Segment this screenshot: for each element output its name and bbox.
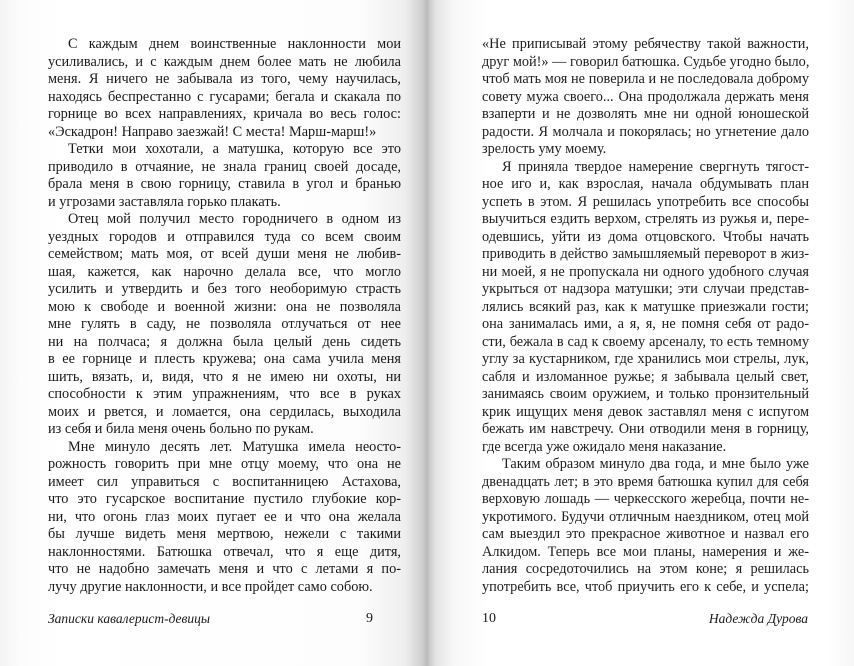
page-number: 10 xyxy=(482,611,496,626)
text-line: укротимого. Будучи отличным наездником, отец мой xyxy=(482,508,809,525)
text-line: «Не приписывай этому ребячеству такой важности, xyxy=(482,36,809,52)
text-line: сам выездил это прекрасное животное и назвал его xyxy=(482,526,809,542)
text-line: лучу другие наклонности, и все пройдет само собою. xyxy=(48,578,373,595)
text-line: лания сосредоточились на этом коне; я решилась xyxy=(482,561,809,577)
text-line: мне гулять в саду, не позволяла отлучаться от нее xyxy=(48,316,401,332)
text-line: что это гусарское воспитание пустило глубокие кор- xyxy=(48,491,401,507)
text-line: успеть в этом. Я решилась употребить все способы xyxy=(482,193,809,210)
text-line: радости. Я молчала и покорялась; но угнетение дало xyxy=(482,123,809,140)
text-line: употребить все, чтоб приучить его к себе, и успела; xyxy=(482,578,809,595)
text-line: зрелость уму моему. xyxy=(482,141,607,157)
right-page xyxy=(428,0,854,666)
text-line: усилить и утвердить и без того необоримую страсть xyxy=(48,281,401,297)
text-line: способности к этим упражнениям, что все в руках xyxy=(48,386,401,402)
right-page-text xyxy=(482,36,809,596)
text-line: меня. Я ничего не забывала из того, чему научилась, xyxy=(48,71,401,87)
text-line: имеет сил управиться с воспитанницею Астахова, xyxy=(48,473,401,490)
text-line: и угрозами заставляла горько плакать. xyxy=(48,193,281,210)
left-page-text xyxy=(48,36,401,596)
text-line: где всегда уже ожидало меня наказание. xyxy=(482,438,727,455)
text-line: «Эскадрон! Направо заезжай! С места! Марш-марш!» xyxy=(48,123,377,140)
text-line: занимаясь своим оружием, и только пронзительный xyxy=(482,386,809,402)
text-line: ное иго и, как взрослая, начала обдумывать план xyxy=(482,176,809,192)
text-line: сабля и изломанное ружье; я забывала целый свет, xyxy=(482,368,809,385)
text-line: бежать им навстречу. Они отводили меня в горницу, xyxy=(482,421,809,437)
running-footer-title: Записки кавалерист-девицы xyxy=(48,611,211,626)
text-line: совету мужа своего... Она продолжала держать меня xyxy=(482,88,809,105)
text-line: наклонностями. Батюшка отвечал, что я еще дитя, xyxy=(48,543,401,560)
text-line: чтоб мать моя не поверила и не последовала доброму xyxy=(482,71,809,87)
text-line: в ее горнице и плесть кружева; она сама учила меня xyxy=(48,351,401,367)
text-line: бы лучше видеть меня мертвою, нежели с такими xyxy=(48,526,401,542)
text-line: С каждым днем воинственные наклонности мои xyxy=(68,36,401,52)
text-line: Мне минуло десять лет. Матушка имела неосто- xyxy=(68,438,401,455)
text-line: друг мой!» — говорил батюшка. Судьбе угодно было, xyxy=(482,53,809,70)
text-line: Таким образом минуло два года, и мне было уже xyxy=(502,456,809,472)
text-line: лялись всякий раз, как к матушке приезжали гости; xyxy=(482,298,809,315)
text-line: уездных городов и отправился туда со всем своим xyxy=(48,228,401,245)
text-line: выучиться ездить верхом, стрелять из ружья и, пере- xyxy=(482,211,809,227)
text-line: рожность говорить при мне отцу моему, что она не xyxy=(48,456,401,472)
text-line: усиливались, и с каждым днем более мать не любила xyxy=(48,53,401,70)
text-line: углу за кустарником, где хранились мои стрелы, лук, xyxy=(482,351,809,367)
text-line: Алкидом. Теперь все мои планы, намерения и же- xyxy=(482,543,809,560)
text-line: взаперти и не дозволять мне ни одной юношеской xyxy=(482,106,809,122)
text-line: крик ищущих меня девок заставлял меня с испугом xyxy=(482,403,809,420)
text-line: одевшись, уйти из дома отцовского. Чтобы начать xyxy=(482,228,809,245)
text-line: что не надобно замечать меня и что с летами я по- xyxy=(48,561,401,577)
text-line: верховую лошадь — черкесского жеребца, почти не- xyxy=(482,491,809,507)
text-line: Отец мой получил место городничего в одном из xyxy=(68,211,401,227)
text-line: приводить в действо замышляемый переворот в жиз- xyxy=(482,246,809,262)
text-line: Я приняла твердое намерение свергнуть тягост- xyxy=(502,158,809,175)
text-line: мою к свободе и военной жизни: она не позволяла xyxy=(48,298,401,315)
text-line: шить, вязать, и, видя, что я не имею ни охоты, ни xyxy=(48,368,401,385)
text-line: брала меня в свою горницу, ставила в угол и бранью xyxy=(48,176,401,192)
text-line: семейством; мать моя, от всей души меня не любив- xyxy=(48,246,401,262)
text-line: укрыться от надзора матушки; эти случаи представ- xyxy=(482,281,809,297)
text-line: Тетки мои хохотали, а матушка, которую все это xyxy=(68,141,401,157)
text-line: ни на полчаса; я должна была целый день сидеть xyxy=(48,333,401,350)
text-line: сти, бежала в сад к своему арсеналу, то есть темному xyxy=(482,333,809,350)
running-footer-author: Надежда Дурова xyxy=(708,611,808,626)
text-line: из себя и била меня очень больно по рукам. xyxy=(48,421,314,437)
text-line: находясь беспрестанно с гусарами; бегала и скакала по xyxy=(48,88,401,105)
text-line: приводило в отчаяние, не знала границ своей досаде, xyxy=(48,158,401,175)
text-line: двенадцать лет; в это время батюшка купил для себя xyxy=(482,473,809,490)
text-line: она занималась ими, а я, я, не помня себя от радо- xyxy=(482,316,809,332)
text-line: ни, что огонь глаз моих пугает ее и что она желала xyxy=(48,508,401,525)
text-line: моих и рвется, и ломается, она сердилась, выходила xyxy=(48,403,401,420)
page-number: 9 xyxy=(366,611,373,626)
text-line: шая, кажется, как нарочно делала все, что могло xyxy=(48,263,401,280)
text-line: горнице во всех направлениях, кричала во весь голос: xyxy=(48,106,401,122)
text-line: ни моей, я не пропускала ни одного удобного случая xyxy=(482,263,809,280)
